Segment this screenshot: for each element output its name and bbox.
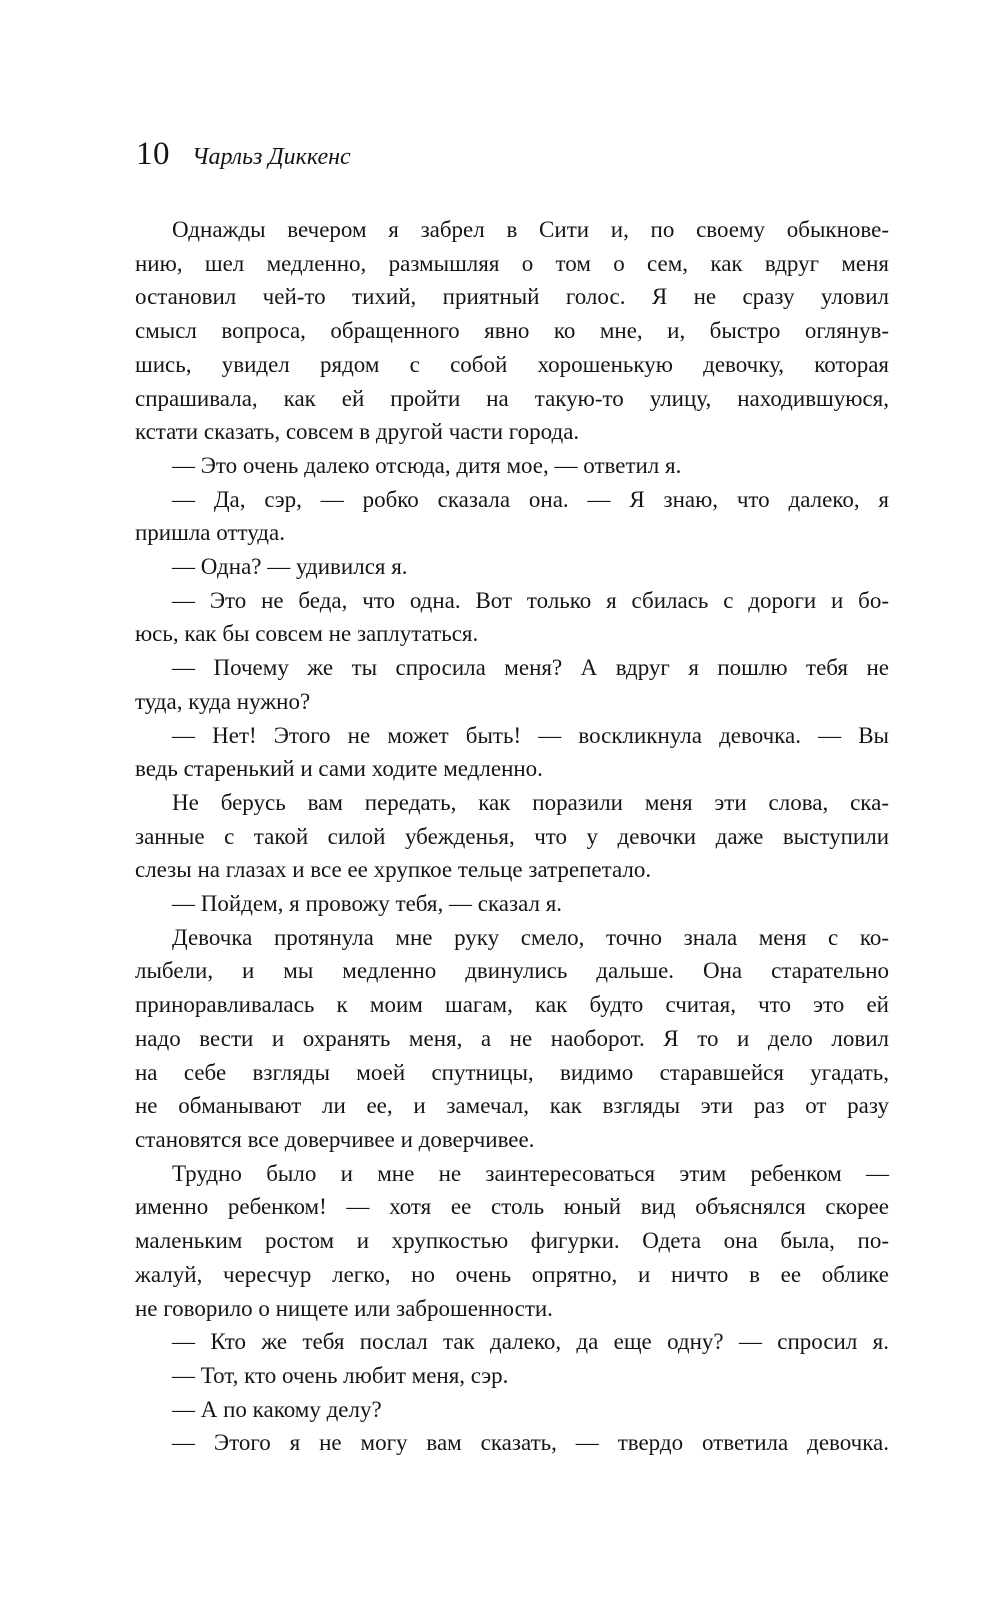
text-line: маленьким ростом и хрупкостью фигурки. Одета она была, по- xyxy=(135,1228,889,1254)
text-line: приноравливалась к моим шагам, как будто считая, что это ей xyxy=(135,992,889,1018)
text-line: именно ребенком! — хотя ее столь юный вид объяснялся скорее xyxy=(135,1194,889,1220)
text-line: спрашивала, как ей пройти на такую-то улицу, находившуюся, xyxy=(135,385,889,411)
text-line: — Это не беда, что одна. Вот только я сбилась с дороги и бо- xyxy=(172,587,889,613)
text-line: — Кто же тебя послал так далеко, да еще одну? — спросил я. xyxy=(172,1329,889,1355)
text-line: нию, шел медленно, размышляя о том о сем, как вдруг меня xyxy=(135,250,889,276)
text-line: жалуй, чересчур легко, но очень опрятно, и ничто в ее облике xyxy=(135,1261,889,1287)
text-line: — Нет! Этого не может быть! — воскликнула девочка. — Вы xyxy=(172,722,889,748)
text-block xyxy=(135,213,889,1460)
text-line: надо вести и охранять меня, а не наоборот. Я то и дело ловил xyxy=(135,1025,889,1051)
running-title: Чарльз Диккенс xyxy=(192,144,351,170)
text-line: занные с такой силой убежденья, что у девочки даже выступили xyxy=(135,823,889,849)
text-line: слезы на глазах и все ее хрупкое тельце затрепетало. xyxy=(135,857,652,883)
text-line: остановил чей-то тихий, приятный голос. Я не сразу уловил xyxy=(135,284,889,310)
text-line: Трудно было и мне не заинтересоваться этим ребенком — xyxy=(172,1160,889,1186)
text-line: Однажды вечером я забрел в Сити и, по своему обыкнове- xyxy=(172,217,889,242)
text-line: — А по какому делу? xyxy=(172,1396,382,1422)
text-line: — Да, сэр, — робко сказала она. — Я знаю, что далеко, я xyxy=(172,486,889,512)
text-line: смысл вопроса, обращенного явно ко мне, и, быстро оглянув- xyxy=(135,318,889,344)
text-line: шись, увидел рядом с собой хорошенькую девочку, которая xyxy=(135,351,889,377)
page-number: 10 xyxy=(136,136,170,172)
text-line: туда, куда нужно? xyxy=(135,688,311,714)
text-line: на себе взгляды моей спутницы, видимо старавшейся угадать, xyxy=(135,1059,889,1085)
text-line: — Одна? — удивился я. xyxy=(172,554,408,580)
running-header xyxy=(136,136,351,172)
text-line: пришла оттуда. xyxy=(135,520,285,546)
text-line: кстати сказать, совсем в другой части города. xyxy=(135,419,580,445)
text-line: лыбели, и мы медленно двинулись дальше. Она старательно xyxy=(135,958,889,984)
text-line: ведь старенький и сами ходите медленно. xyxy=(135,756,543,782)
text-line: — Пойдем, я провожу тебя, — сказал я. xyxy=(172,891,563,917)
text-line: Не берусь вам передать, как поразили меня эти слова, ска- xyxy=(172,789,889,815)
text-line: — Этого я не могу вам сказать, — твердо ответила девочка. xyxy=(172,1430,889,1456)
text-line: — Почему же ты спросила меня? А вдруг я пошлю тебя не xyxy=(172,655,889,681)
text-line: — Это очень далеко отсюда, дитя мое, — ответил я. xyxy=(172,452,682,478)
text-line: не обманывают ли ее, и замечал, как взгляды эти раз от разу xyxy=(135,1093,889,1119)
text-line: не говорило о нищете или заброшенности. xyxy=(135,1295,553,1321)
text-line: — Тот, кто очень любит меня, сэр. xyxy=(172,1362,509,1388)
text-line: Девочка протянула мне руку смело, точно знала меня с ко- xyxy=(172,924,889,950)
text-line: юсь, как бы совсем не заплутаться. xyxy=(135,621,479,647)
text-line: становятся все доверчивее и доверчивее. xyxy=(135,1126,535,1152)
